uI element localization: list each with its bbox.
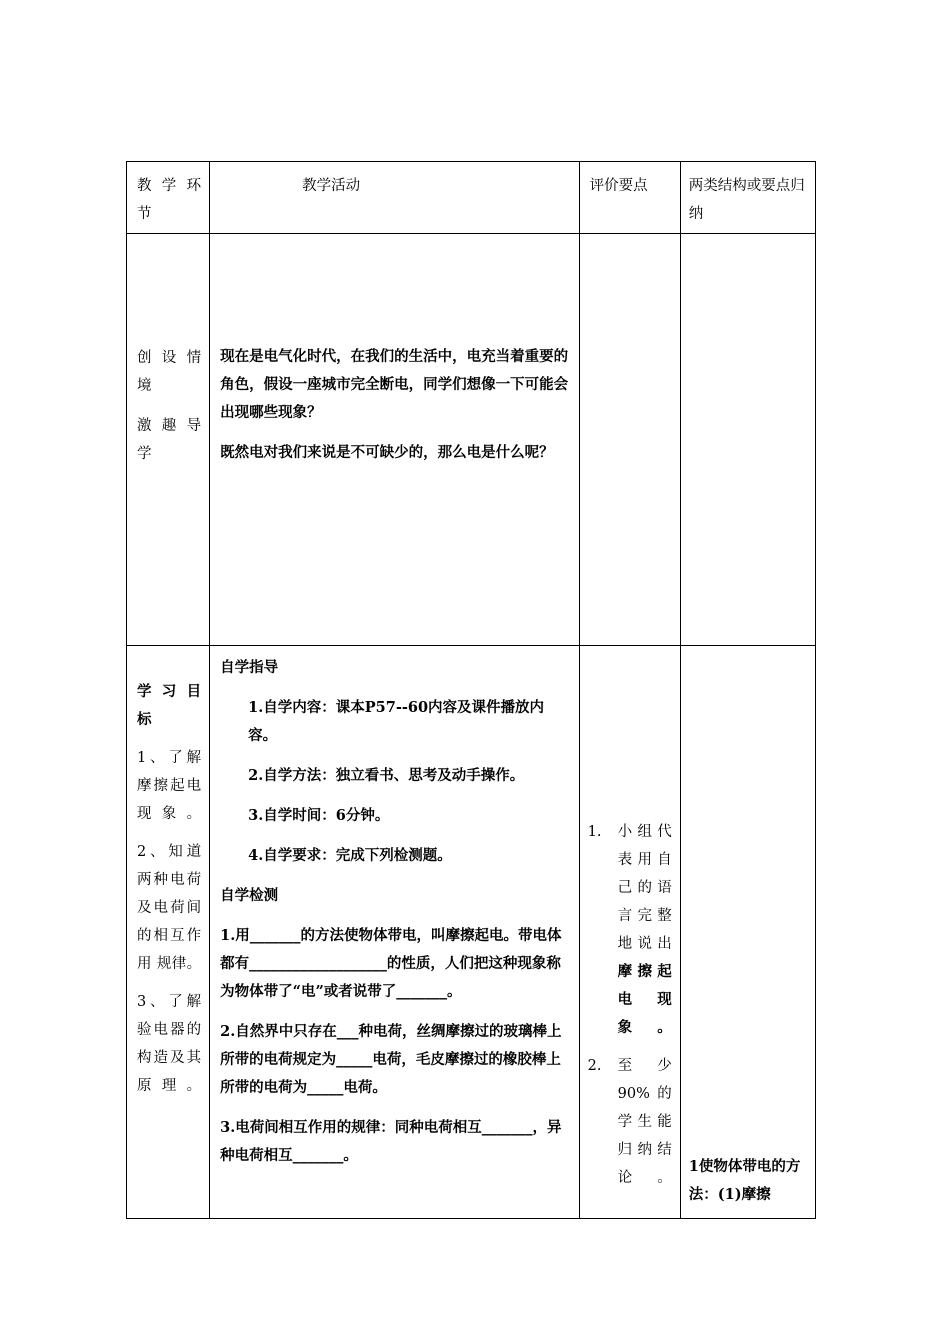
activity-cell	[210, 234, 580, 646]
goals-title: 学 习 目 标	[137, 683, 202, 728]
header-evaluation: 评价要点	[579, 162, 680, 234]
goal-item: 1、了解摩擦起电 现象。	[137, 750, 202, 822]
guide-item: 4.自学要求：完成下列检测题。	[248, 847, 452, 864]
guide-item: 2.自学方法：独立看书、思考及动手操作。	[248, 767, 525, 784]
check-title: 自学检测	[220, 887, 279, 904]
summary-cell	[680, 234, 815, 646]
evaluation-cell	[579, 646, 680, 1219]
header-summary: 两类结构或要点归纳	[680, 162, 815, 234]
guide-item: 3.自学时间：6分钟。	[248, 807, 390, 824]
goal-item: 2、知道两种电荷及电荷间的相互作用 规律。	[137, 844, 202, 972]
stage-cell	[127, 234, 210, 646]
summary-text: 1使物体带电的方法：(1)摩擦	[688, 1158, 801, 1203]
evaluation-item: 1. 小组代表用自己的语言完整地说出 摩擦起电 现象。	[587, 824, 672, 1036]
goal-item: 3、了解验电器的构造及其原理。	[137, 994, 202, 1094]
check-question: 2.自然界中只存在___种电荷，丝绸摩擦过的玻璃棒上所带的电荷规定为_____电荷，毛皮摩擦过的橡胶棒上所带的电荷为_____电荷。	[220, 1023, 562, 1096]
check-question: 3.电荷间相互作用的规律：同种电荷相互_______，异种电荷相互_______。	[220, 1119, 562, 1164]
goals-cell	[127, 646, 210, 1219]
activity-paragraph: 既然电对我们来说是不可缺少的，那么电是什么呢？	[220, 444, 554, 461]
evaluation-item: 2. 至 少90%的学生能归纳结论。	[587, 1058, 672, 1186]
guide-title: 自学指导	[220, 659, 279, 676]
activity-paragraph: 现在是电气化时代，在我们的生活中，电充当着重要的角色，假设一座城市完全断电，同学们想像一下可能会出现哪些现象？	[220, 348, 569, 421]
stage-line: 激 趣 导 学	[137, 418, 202, 462]
guide-item: 1.自学内容：课本P57--60内容及课件播放内容。	[248, 699, 545, 744]
header-activity: 教学活动	[210, 162, 580, 234]
stage-line: 创 设 情 境	[137, 350, 202, 394]
header-stage: 教 学 环 节	[127, 162, 210, 234]
check-question: 1.用_______的方法使物体带电，叫摩擦起电。带电体都有___________________的性质，人们把这种现象称为物体带了“电”或者说带了_______。	[220, 927, 562, 1000]
activity-cell	[210, 646, 580, 1219]
header-row	[127, 162, 816, 234]
lesson-plan-table	[126, 161, 816, 1219]
evaluation-cell	[579, 234, 680, 646]
self-study-row	[127, 646, 816, 1219]
summary-cell	[680, 646, 815, 1219]
situation-row	[127, 234, 816, 646]
